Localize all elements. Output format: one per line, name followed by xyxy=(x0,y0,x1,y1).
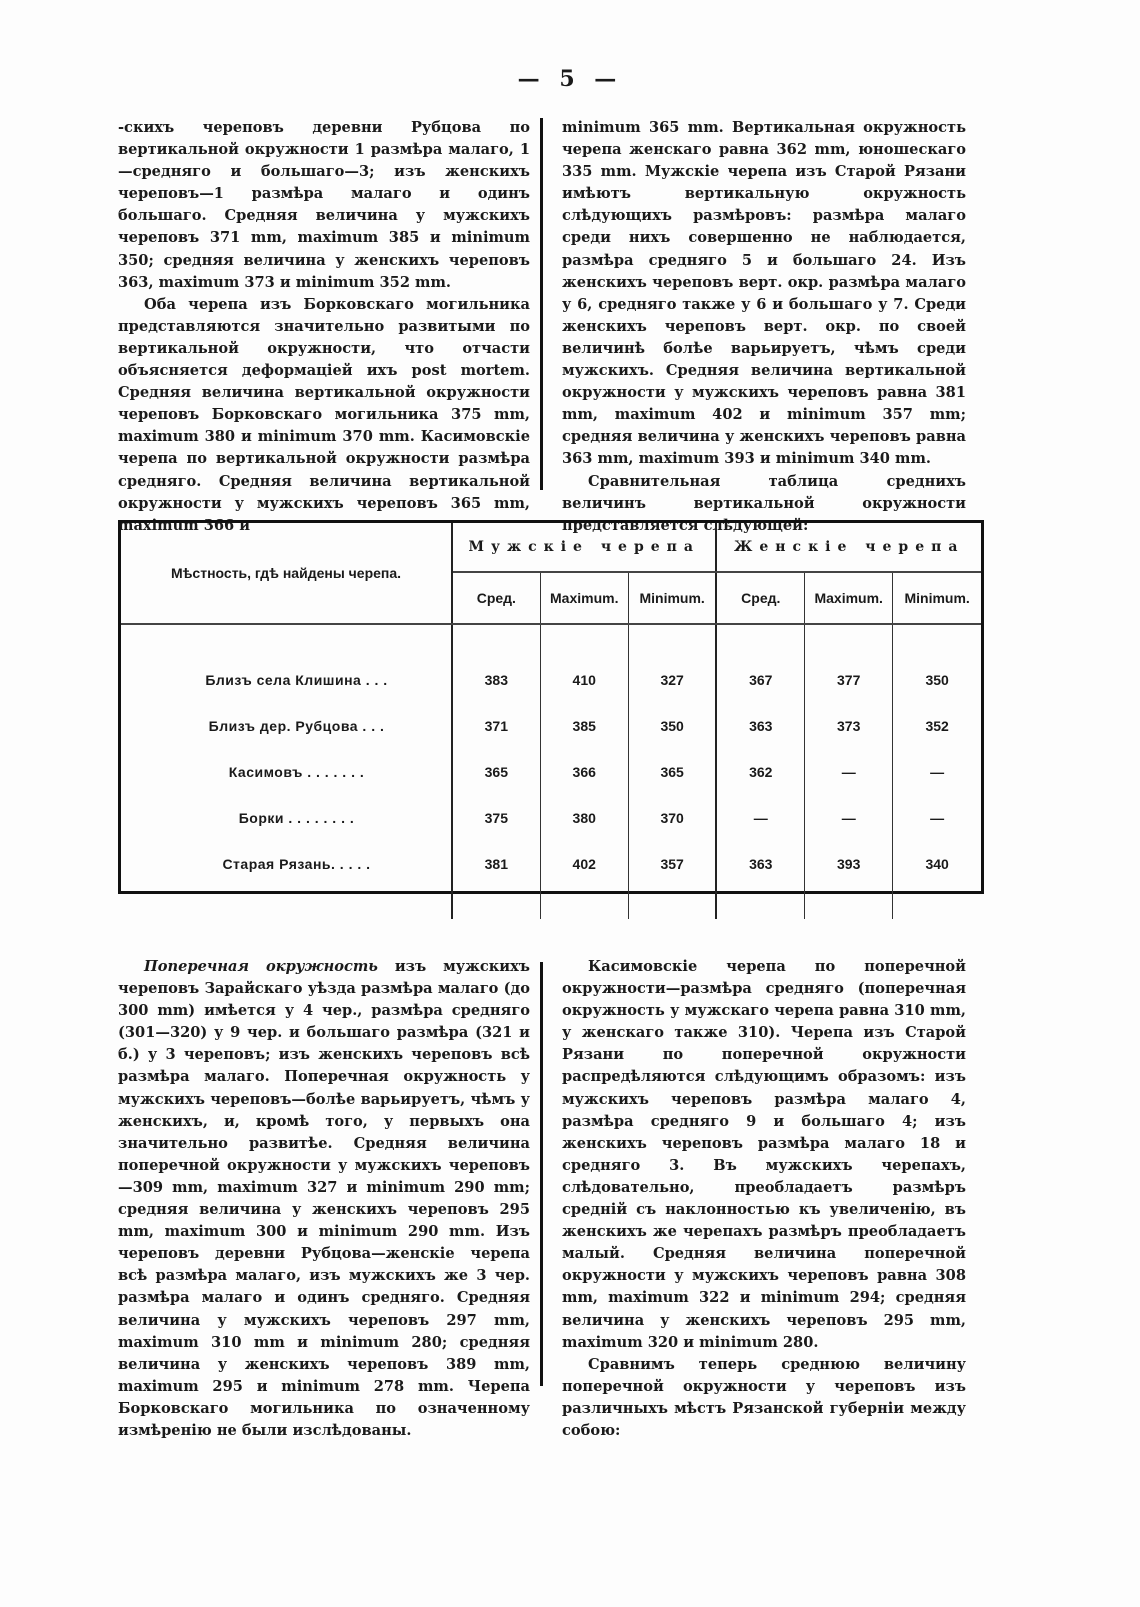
paragraph: Оба черепа изъ Борковскаго могильника представляются значительно развитыми по вертикальной окружности, что отчасти объясняется деформаціей ихъ post mortem. Средняя величина вертикальной окружности череповъ Борковскаго могильника 375 mm, maximum 380 и minimum 370 mm. Касимовскіе черепа по вертикальной окружности размѣра средняго. Средняя величина вертикальной окружности у мужскихъ череповъ 365 mm, maximum 366 и xyxy=(118,295,530,534)
value-cell: 367 xyxy=(716,657,804,703)
location-cell: Старая Рязань. . . . . xyxy=(121,841,452,887)
col-header-female-avg: Сред. xyxy=(716,572,804,624)
col-header-male-avg: Сред. xyxy=(452,572,540,624)
table-row xyxy=(121,841,981,887)
column-divider xyxy=(540,118,543,490)
paragraph: Касимовскіе черепа по поперечной окружности—размѣра средняго (поперечная окружность у мужскаго черепа равна 310 mm, у женскаго также 310). Черепа изъ Старой Рязани по поперечной окружности распредѣляются слѣдующимъ образомъ: изъ мужскихъ череповъ размѣра малаго 4, размѣра средняго 9 и большаго 4; изъ женскихъ череповъ размѣра малаго 18 и средняго 3. Въ мужскихъ черепахъ, слѣдовательно, преобладаетъ размѣръ средній съ наклонностью къ увеличенію, въ женскихъ же черепахъ размѣръ преобладаетъ малый. Средняя величина поперечной окружности у мужскихъ череповъ равна 308 mm, maximum 322 и minimum 294; средняя величина у женскихъ череповъ 295 mm, maximum 320 и minimum 280. xyxy=(562,958,966,1351)
value-cell: 377 xyxy=(805,657,893,703)
page-number: — 5 — xyxy=(517,66,623,92)
value-cell: — xyxy=(805,749,893,795)
text-column-left-top xyxy=(118,117,530,537)
value-cell: 363 xyxy=(716,703,804,749)
value-cell: 340 xyxy=(925,856,949,872)
value-cell: 393 xyxy=(805,841,893,887)
location-cell: Борки . . . . . . . . xyxy=(121,795,452,841)
value-cell: 380 xyxy=(540,795,628,841)
value-cell: — xyxy=(805,795,893,841)
table-row xyxy=(121,657,981,703)
value-cell: 363 xyxy=(716,841,804,887)
value-cell: 365 xyxy=(628,749,716,795)
value-cell: 410 xyxy=(540,657,628,703)
value-cell: 381 xyxy=(452,841,540,887)
value-cell: 375 xyxy=(452,795,540,841)
col-header-female-min: Minimum. xyxy=(893,572,981,624)
location-cell: Касимовъ . . . . . . . xyxy=(121,749,452,795)
col-header-male-min: Minimum. xyxy=(628,572,716,624)
section-heading-italic: Поперечная окружность xyxy=(144,958,378,975)
value-cell: 365 xyxy=(452,749,540,795)
value-cell: 352 xyxy=(925,718,949,734)
value-cell: 371 xyxy=(452,703,540,749)
table-row xyxy=(121,703,981,749)
value-cell: 366 xyxy=(540,749,628,795)
paragraph: minimum 365 mm. Вертикальная окружность черепа женскаго равна 362 mm, юношескаго 335 mm. Мужскіе черепа изъ Старой Рязани имѣютъ вертикальную окружность слѣдующихъ размѣровъ: размѣра малаго среди нихъ совершенно не наблюдается, размѣра средняго 5 и большаго 24. Изъ женскихъ череповъ верт. окр. размѣра малаго у 6, средняго также у 6 и большаго у 7. Среди женскихъ череповъ верт. окр. по своей величинѣ болѣе варьируетъ, чѣмъ среди мужскихъ. Средняя величина вертикальной окружности у мужскихъ череповъ равна 381 mm, maximum 402 и minimum 357 mm; средняя величина у женскихъ череповъ равна 363 mm, maximum 393 и minimum 340 mm. xyxy=(562,119,966,468)
col-header-male-max: Maximum. xyxy=(540,572,628,624)
value-cell: 357 xyxy=(628,841,716,887)
col-header-female-max: Maximum. xyxy=(805,572,893,624)
value-cell: 385 xyxy=(540,703,628,749)
paragraph: Сравнимъ теперь среднюю величину поперечной окружности у череповъ изъ различныхъ мѣстъ Рязанской губерніи между собою: xyxy=(562,1355,966,1439)
female-skulls-header: Женскіе черепа xyxy=(716,523,981,572)
paragraph xyxy=(118,956,530,1442)
value-cell: — xyxy=(930,764,945,780)
vertical-circumference-table xyxy=(121,523,981,919)
paragraph: Сравнительная таблица среднихъ величинъ вертикальной окружности представляется слѣдующей: xyxy=(562,472,966,534)
value-cell: 327 xyxy=(628,657,716,703)
paragraph-text: изъ мужскихъ череповъ Зарайскаго уѣзда размѣра малаго (до 300 mm) имѣется у 4 чер., размѣра средняго (301—320) у 9 чер. и большаго размѣра (321 и б.) у 3 череповъ; изъ женскихъ череповъ всѣ размѣра малаго. Поперечная окружность у мужскихъ череповъ—болѣе варьируетъ, чѣмъ у женскихъ, и, кромѣ того, у первыхъ она значительно развитѣе. Средняя величина поперечной окружности у мужскихъ череповъ—309 mm, maximum 327 и minimum 290 mm; средняя величина у женскихъ череповъ 295 mm, maximum 300 и minimum 290 mm. Изъ череповъ деревни Рубцова—женскіе черепа всѣ размѣра малаго, изъ мужскихъ же 3 чер. размѣра малаго и одинъ средняго. Средняя величина у мужскихъ череповъ 297 mm, maximum 310 mm и minimum 280; средняя величина у женскихъ череповъ 389 mm, maximum 295 и minimum 278 mm. Черепа Борковскаго могильника по означенному измѣренію не были изслѣдованы. xyxy=(118,958,530,1439)
location-header: Мѣстность, гдѣ найдены черепа. xyxy=(121,523,452,624)
table-row xyxy=(121,795,981,841)
location-cell: Близъ дер. Рубцова . . . xyxy=(121,703,452,749)
text-column-right-bottom xyxy=(562,956,966,1442)
value-cell: 383 xyxy=(452,657,540,703)
paragraph: -скихъ череповъ деревни Рубцова по вертикальной окружности 1 размѣра малаго, 1—средняго и большаго—3; изъ женскихъ череповъ—1 размѣра малаго и одинъ большаго. Средняя величина у мужскихъ череповъ 371 mm, maximum 385 и minimum 350; средняя величина у женскихъ череповъ 363, maximum 373 и minimum 352 mm. xyxy=(118,119,530,291)
table-row xyxy=(121,749,981,795)
text-column-left-bottom xyxy=(118,956,530,1442)
column-divider xyxy=(540,962,543,1386)
comparison-table xyxy=(118,520,984,894)
text-column-right-top xyxy=(562,117,966,537)
value-cell: 370 xyxy=(628,795,716,841)
value-cell: 350 xyxy=(925,672,949,688)
value-cell: 350 xyxy=(628,703,716,749)
value-cell: 362 xyxy=(716,749,804,795)
value-cell: 402 xyxy=(540,841,628,887)
male-skulls-header: Мужскіе черепа xyxy=(452,523,716,572)
value-cell: — xyxy=(716,795,804,841)
value-cell: 373 xyxy=(805,703,893,749)
location-cell: Близъ села Клишина . . . xyxy=(121,657,452,703)
value-cell: — xyxy=(930,810,945,826)
